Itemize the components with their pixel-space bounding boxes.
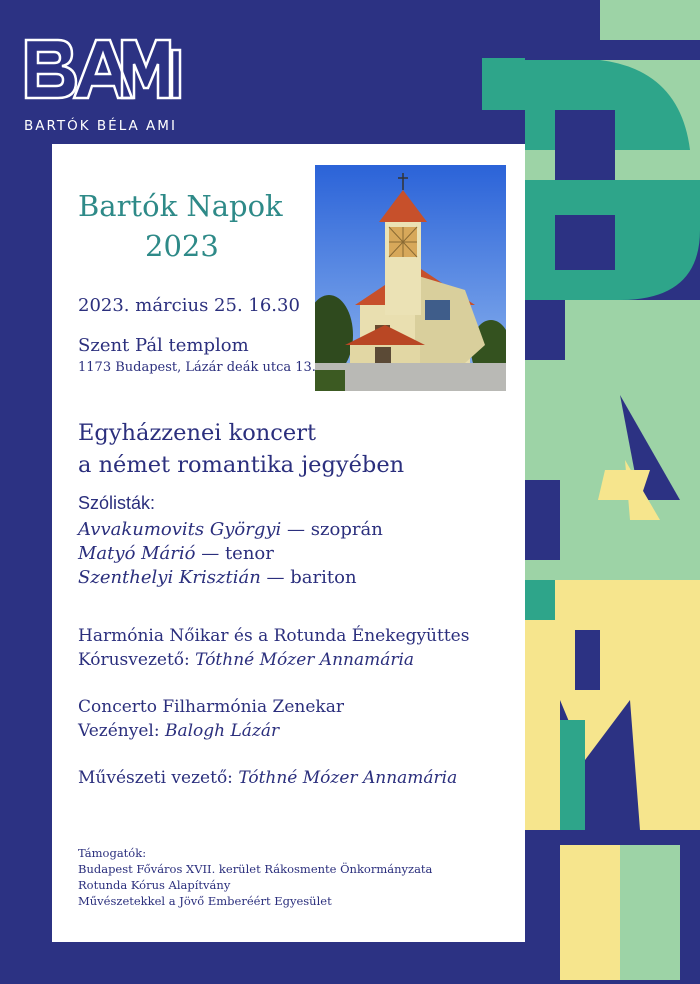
soloists-heading: Szólisták: bbox=[78, 493, 156, 513]
concert-title-line1: Egyházzenei koncert bbox=[78, 420, 317, 446]
church-photo bbox=[315, 165, 506, 391]
concert-title-line2: a német romantika jegyében bbox=[78, 452, 405, 478]
orchestra-name: Concerto Filharmónia Zenekar bbox=[78, 697, 344, 717]
supporter-item: Rotunda Kórus Alapítvány bbox=[78, 878, 231, 892]
soloist-role: bariton bbox=[290, 567, 357, 588]
choir-leader-row bbox=[78, 650, 414, 670]
soloist-row bbox=[78, 519, 383, 540]
artistic-label: Művészeti vezető: bbox=[78, 768, 233, 788]
supporter-item: Budapest Főváros XVII. kerület Rákosmente Önkormányzata bbox=[78, 862, 433, 876]
soloist-row bbox=[78, 543, 274, 564]
event-year: 2023 bbox=[145, 229, 219, 263]
supporters-heading: Támogatók: bbox=[78, 846, 147, 860]
event-venue: Szent Pál templom bbox=[78, 335, 249, 356]
event-title: Bartók Napok bbox=[78, 189, 283, 223]
soloist-sep: — bbox=[201, 543, 220, 564]
choir-leader: Tóthné Mózer Annamária bbox=[195, 650, 415, 670]
conductor-row bbox=[78, 721, 279, 741]
soloist-sep: — bbox=[287, 519, 306, 540]
conductor: Balogh Lázár bbox=[164, 721, 280, 741]
choir-name: Harmónia Nőikar és a Rotunda Énekegyüttes bbox=[78, 626, 470, 646]
artistic-director-row bbox=[78, 768, 457, 788]
conductor-label: Vezényel: bbox=[78, 721, 160, 741]
church-illustration bbox=[315, 165, 506, 391]
event-address: 1173 Budapest, Lázár deák utca 13. bbox=[78, 360, 316, 375]
soloist-role: tenor bbox=[224, 543, 274, 564]
event-datetime: 2023. március 25. 16.30 bbox=[78, 295, 300, 316]
soloist-name: Szenthelyi Krisztián bbox=[78, 567, 261, 588]
bami-logo-mark bbox=[22, 30, 182, 114]
logo-subtitle: BARTÓK BÉLA AMI bbox=[24, 118, 177, 134]
soloist-name: Matyó Márió bbox=[78, 543, 196, 564]
artistic-name: Tóthné Mózer Annamária bbox=[238, 768, 458, 788]
soloist-sep: — bbox=[266, 567, 285, 588]
supporter-item: Művészetekkel a Jövő Emberéért Egyesület bbox=[78, 894, 332, 908]
bami-logo bbox=[22, 30, 182, 114]
soloist-name: Avvakumovits Györgyi bbox=[78, 519, 282, 540]
soloist-row bbox=[78, 567, 357, 588]
choir-leader-label: Kórusvezető: bbox=[78, 650, 190, 670]
soloist-role: szoprán bbox=[310, 519, 383, 540]
